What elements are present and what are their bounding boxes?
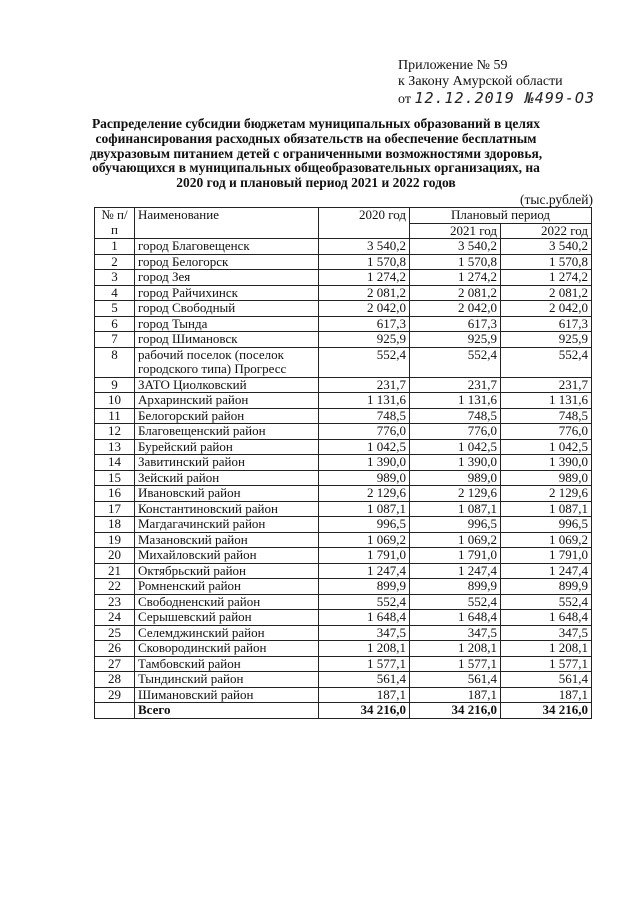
- value-2020: 3 540,2: [319, 239, 410, 255]
- value-2021: 1 069,2: [410, 532, 501, 548]
- table-row: [95, 532, 592, 548]
- value-2020: 899,9: [319, 579, 410, 595]
- value-2021: 1 274,2: [410, 270, 501, 286]
- value-2020: 1 087,1: [319, 501, 410, 517]
- row-name: Свободненский район: [135, 594, 319, 610]
- row-number: 6: [95, 316, 135, 332]
- value-2020: 552,4: [319, 594, 410, 610]
- value-2021: 1 648,4: [410, 610, 501, 626]
- value-2022: 1 208,1: [501, 641, 592, 657]
- value-2022: 1 570,8: [501, 254, 592, 270]
- table-row: [95, 393, 592, 409]
- total-2021: 34 216,0: [410, 703, 501, 719]
- row-number: 10: [95, 393, 135, 409]
- row-name: город Белогорск: [135, 254, 319, 270]
- value-2020: 989,0: [319, 470, 410, 486]
- table-row: [95, 687, 592, 703]
- row-name: Октябрьский район: [135, 563, 319, 579]
- value-2022: 231,7: [501, 377, 592, 393]
- row-name: Магдагачинский район: [135, 517, 319, 533]
- value-2020: 996,5: [319, 517, 410, 533]
- value-2020: 1 791,0: [319, 548, 410, 564]
- row-number: 29: [95, 687, 135, 703]
- value-2020: 561,4: [319, 672, 410, 688]
- value-2021: 617,3: [410, 316, 501, 332]
- row-name: Тындинский район: [135, 672, 319, 688]
- row-name: ЗАТО Циолковский: [135, 377, 319, 393]
- row-number: 26: [95, 641, 135, 657]
- value-2020: 187,1: [319, 687, 410, 703]
- value-2021: 1 208,1: [410, 641, 501, 657]
- table-row: [95, 594, 592, 610]
- units-label: (тыс.рублей): [520, 192, 593, 207]
- value-2021: 347,5: [410, 625, 501, 641]
- value-2021: 1 087,1: [410, 501, 501, 517]
- value-2020: 1 069,2: [319, 532, 410, 548]
- value-2022: 1 087,1: [501, 501, 592, 517]
- value-2020: 347,5: [319, 625, 410, 641]
- table-row: [95, 239, 592, 255]
- row-number: 8: [95, 347, 135, 377]
- table-row: [95, 270, 592, 286]
- value-2022: 552,4: [501, 594, 592, 610]
- row-name: Тамбовский район: [135, 656, 319, 672]
- row-number: 14: [95, 455, 135, 471]
- value-2020: 552,4: [319, 347, 410, 377]
- row-name: Благовещенский район: [135, 424, 319, 440]
- total-2020: 34 216,0: [319, 703, 410, 719]
- value-2020: 1 570,8: [319, 254, 410, 270]
- table-row: [95, 301, 592, 317]
- value-2020: 925,9: [319, 332, 410, 348]
- handwritten-date-number: 12.12.2019 №499-ОЗ: [414, 89, 595, 107]
- row-name: Ромненский район: [135, 579, 319, 595]
- header-name: Наименование: [135, 208, 319, 239]
- row-number: 19: [95, 532, 135, 548]
- document-title: Распределение субсидии бюджетам муниципальных образований в целях софинансирования расходных обязательств на обеспечение бесплатным двухразовым питанием детей с ограниченными возможностями здоровья, обучающихся в муниципальных общеобразовательных организациях, на 2020 год и плановый период 2021 и 2022 годов: [89, 116, 543, 191]
- value-2020: 1 577,1: [319, 656, 410, 672]
- row-number: 22: [95, 579, 135, 595]
- row-number: 18: [95, 517, 135, 533]
- value-2022: 1 274,2: [501, 270, 592, 286]
- value-2022: 1 791,0: [501, 548, 592, 564]
- value-2020: 1 042,5: [319, 439, 410, 455]
- table-row: [95, 439, 592, 455]
- value-2022: 1 247,4: [501, 563, 592, 579]
- table-row: [95, 548, 592, 564]
- value-2020: 1 131,6: [319, 393, 410, 409]
- value-2022: 776,0: [501, 424, 592, 440]
- row-number: 21: [95, 563, 135, 579]
- value-2020: 776,0: [319, 424, 410, 440]
- value-2022: 617,3: [501, 316, 592, 332]
- value-2021: 1 247,4: [410, 563, 501, 579]
- value-2020: 2 081,2: [319, 285, 410, 301]
- value-2021: 1 131,6: [410, 393, 501, 409]
- value-2020: 1 648,4: [319, 610, 410, 626]
- table-row: [95, 517, 592, 533]
- table-row: [95, 486, 592, 502]
- table-row: [95, 625, 592, 641]
- value-2022: 899,9: [501, 579, 592, 595]
- row-name: Селемджинский район: [135, 625, 319, 641]
- value-2021: 1 570,8: [410, 254, 501, 270]
- header-2022: 2022 год: [501, 223, 592, 239]
- value-2022: 2 129,6: [501, 486, 592, 502]
- value-2022: 748,5: [501, 408, 592, 424]
- header-planned: Плановый период: [410, 208, 592, 224]
- header-2020: 2020 год: [319, 208, 410, 239]
- table-row: [95, 563, 592, 579]
- value-2022: 1 069,2: [501, 532, 592, 548]
- row-name: Серышевский район: [135, 610, 319, 626]
- table-row: [95, 408, 592, 424]
- row-number: 11: [95, 408, 135, 424]
- row-name: город Свободный: [135, 301, 319, 317]
- appendix-block: [398, 58, 595, 108]
- value-2021: 2 042,0: [410, 301, 501, 317]
- value-2022: 1 648,4: [501, 610, 592, 626]
- value-2020: 1 208,1: [319, 641, 410, 657]
- value-2022: 1 042,5: [501, 439, 592, 455]
- row-number: 20: [95, 548, 135, 564]
- table-row: [95, 455, 592, 471]
- row-name: рабочий поселок (поселок городского типа) Прогресс: [135, 347, 319, 377]
- value-2020: 617,3: [319, 316, 410, 332]
- value-2020: 2 042,0: [319, 301, 410, 317]
- value-2020: 1 390,0: [319, 455, 410, 471]
- table-row: [95, 424, 592, 440]
- table-row: [95, 316, 592, 332]
- table-row: [95, 579, 592, 595]
- subsidy-table: [94, 207, 592, 719]
- row-name: Зейский район: [135, 470, 319, 486]
- value-2022: 989,0: [501, 470, 592, 486]
- total-label: Всего: [135, 703, 319, 719]
- row-number: 4: [95, 285, 135, 301]
- row-number: 2: [95, 254, 135, 270]
- row-number: 7: [95, 332, 135, 348]
- value-2021: 231,7: [410, 377, 501, 393]
- appendix-date-line: [398, 90, 595, 108]
- table-row: [95, 377, 592, 393]
- value-2022: 2 081,2: [501, 285, 592, 301]
- row-number: 3: [95, 270, 135, 286]
- value-2020: 1 247,4: [319, 563, 410, 579]
- value-2022: 3 540,2: [501, 239, 592, 255]
- value-2021: 989,0: [410, 470, 501, 486]
- value-2022: 2 042,0: [501, 301, 592, 317]
- table-row: [95, 641, 592, 657]
- value-2020: 1 274,2: [319, 270, 410, 286]
- value-2022: 552,4: [501, 347, 592, 377]
- table-row: [95, 470, 592, 486]
- row-number: 12: [95, 424, 135, 440]
- value-2021: 552,4: [410, 347, 501, 377]
- appendix-from: от: [398, 92, 411, 107]
- row-number: 27: [95, 656, 135, 672]
- total-number-cell: [95, 703, 135, 719]
- row-name: город Шимановск: [135, 332, 319, 348]
- row-number: 13: [95, 439, 135, 455]
- row-name: Архаринский район: [135, 393, 319, 409]
- value-2021: 1 577,1: [410, 656, 501, 672]
- row-number: 9: [95, 377, 135, 393]
- row-number: 1: [95, 239, 135, 255]
- row-name: Ивановский район: [135, 486, 319, 502]
- row-name: Бурейский район: [135, 439, 319, 455]
- row-number: 15: [95, 470, 135, 486]
- value-2022: 187,1: [501, 687, 592, 703]
- appendix-law: к Закону Амурской области: [398, 74, 563, 89]
- row-number: 25: [95, 625, 135, 641]
- row-name: Шимановский район: [135, 687, 319, 703]
- value-2021: 1 791,0: [410, 548, 501, 564]
- value-2021: 996,5: [410, 517, 501, 533]
- value-2022: 925,9: [501, 332, 592, 348]
- row-name: Белогорский район: [135, 408, 319, 424]
- value-2021: 3 540,2: [410, 239, 501, 255]
- value-2021: 748,5: [410, 408, 501, 424]
- row-number: 5: [95, 301, 135, 317]
- header-2021: 2021 год: [410, 223, 501, 239]
- value-2020: 231,7: [319, 377, 410, 393]
- value-2022: 1 577,1: [501, 656, 592, 672]
- value-2022: 1 390,0: [501, 455, 592, 471]
- header-num: № п/п: [95, 208, 135, 239]
- row-name: Мазановский район: [135, 532, 319, 548]
- row-name: город Тында: [135, 316, 319, 332]
- value-2022: 996,5: [501, 517, 592, 533]
- row-name: город Райчихинск: [135, 285, 319, 301]
- value-2022: 1 131,6: [501, 393, 592, 409]
- total-2022: 34 216,0: [501, 703, 592, 719]
- value-2021: 1 042,5: [410, 439, 501, 455]
- row-number: 16: [95, 486, 135, 502]
- table-row: [95, 610, 592, 626]
- table-row: [95, 672, 592, 688]
- appendix-number: Приложение № 59: [398, 58, 508, 73]
- row-name: Михайловский район: [135, 548, 319, 564]
- value-2021: 552,4: [410, 594, 501, 610]
- row-name: Сковородинский район: [135, 641, 319, 657]
- table-body: [95, 239, 592, 719]
- row-name: Константиновский район: [135, 501, 319, 517]
- value-2020: 748,5: [319, 408, 410, 424]
- table-row: [95, 254, 592, 270]
- row-number: 28: [95, 672, 135, 688]
- row-number: 17: [95, 501, 135, 517]
- table-row: [95, 332, 592, 348]
- total-row: [95, 703, 592, 719]
- value-2021: 899,9: [410, 579, 501, 595]
- value-2022: 561,4: [501, 672, 592, 688]
- value-2021: 1 390,0: [410, 455, 501, 471]
- row-name: город Зея: [135, 270, 319, 286]
- value-2021: 2 081,2: [410, 285, 501, 301]
- row-number: 24: [95, 610, 135, 626]
- row-number: 23: [95, 594, 135, 610]
- row-name: Завитинский район: [135, 455, 319, 471]
- table-row: [95, 656, 592, 672]
- value-2021: 2 129,6: [410, 486, 501, 502]
- table-row: [95, 501, 592, 517]
- table-row: [95, 285, 592, 301]
- value-2021: 776,0: [410, 424, 501, 440]
- value-2022: 347,5: [501, 625, 592, 641]
- value-2021: 187,1: [410, 687, 501, 703]
- row-name: город Благовещенск: [135, 239, 319, 255]
- value-2021: 925,9: [410, 332, 501, 348]
- value-2020: 2 129,6: [319, 486, 410, 502]
- table-row: [95, 347, 592, 377]
- value-2021: 561,4: [410, 672, 501, 688]
